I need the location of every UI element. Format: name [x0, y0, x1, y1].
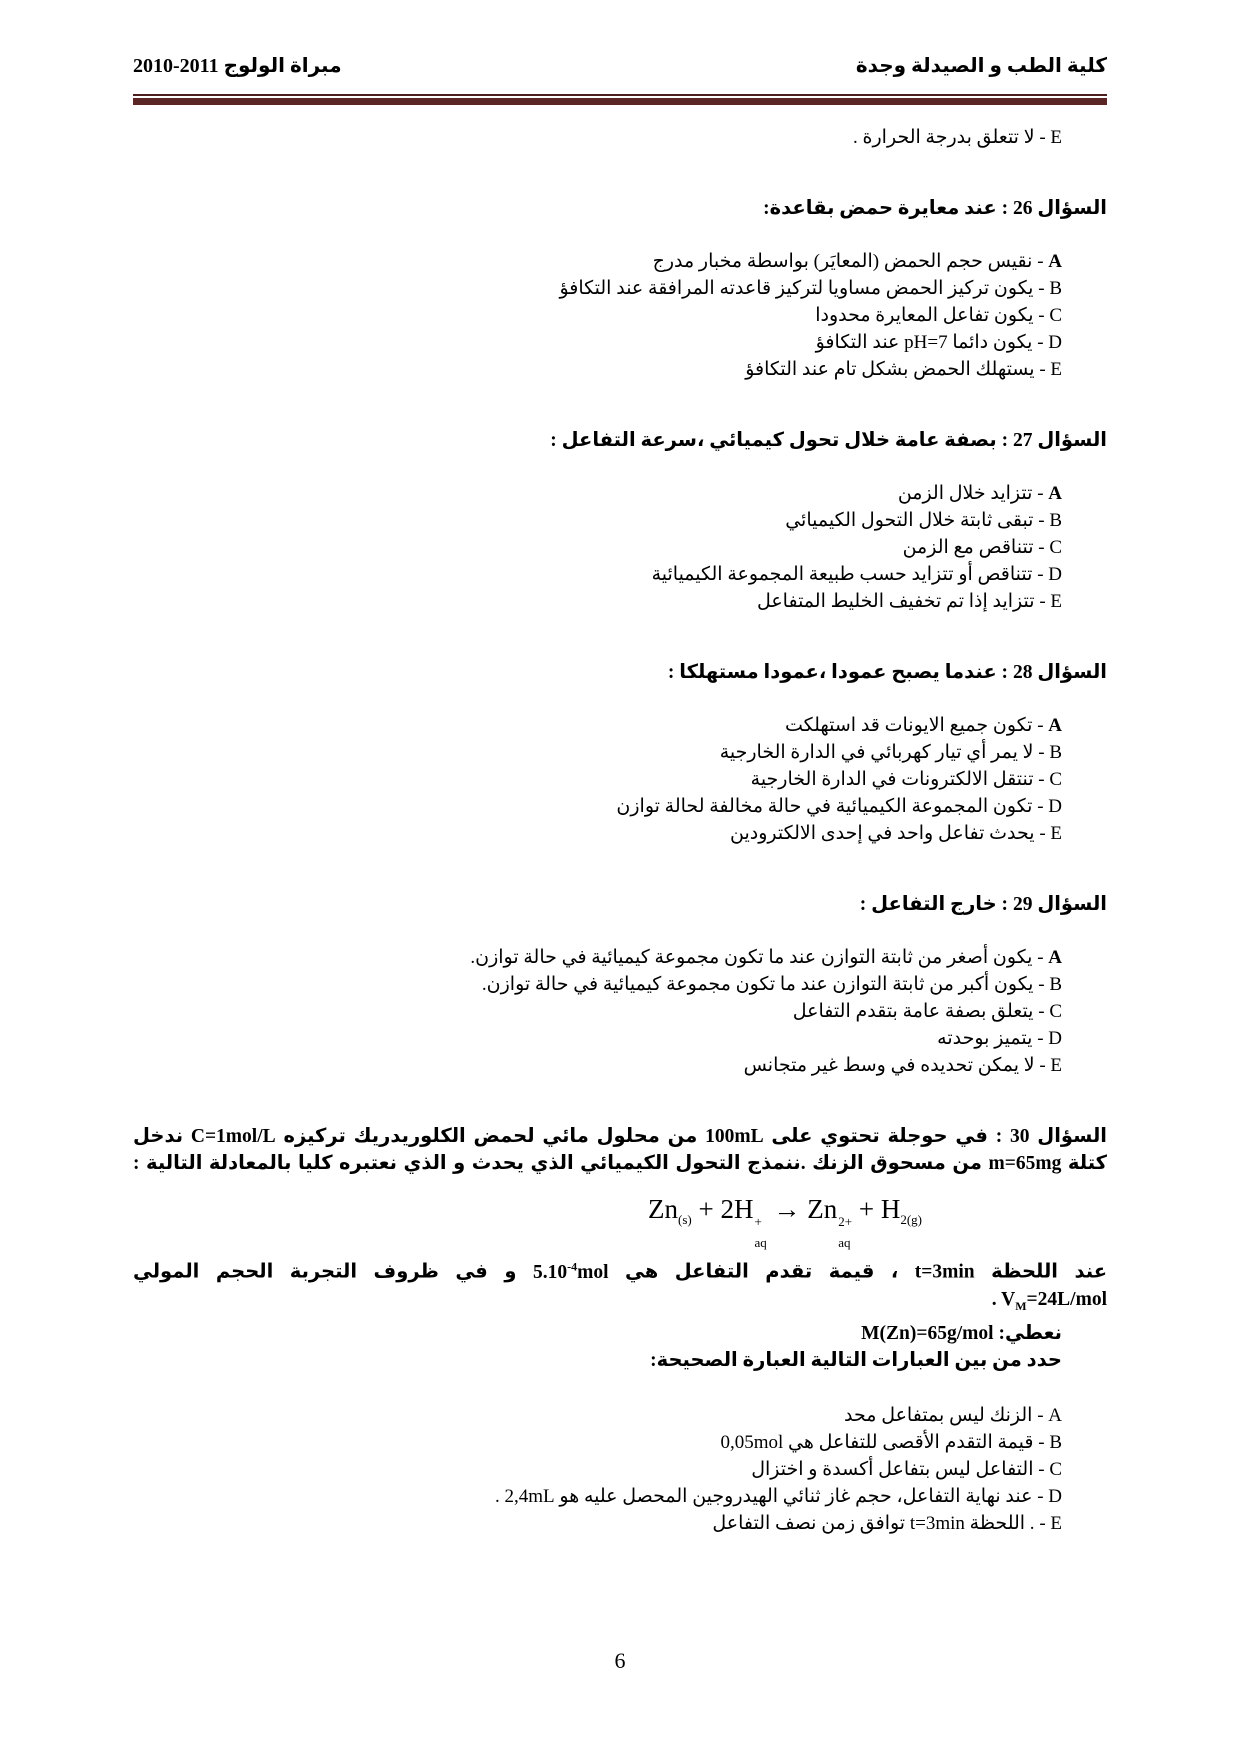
option-row	[133, 1402, 1062, 1429]
option-text: لا يمر أي تيار كهربائي في الدارة الخارجية	[719, 742, 1034, 763]
option-separator: -	[1032, 1028, 1049, 1049]
options-list	[133, 480, 1107, 615]
option-separator: -	[1032, 947, 1049, 968]
option-separator: -	[1032, 483, 1049, 504]
option-row-q25-e	[133, 125, 1107, 151]
option-letter: E	[1050, 1055, 1062, 1076]
option-text: تكون المجموعة الكيميائية في حالة مخالفة لحالة توازن	[616, 796, 1033, 817]
option-row	[133, 480, 1062, 507]
option-separator: -	[1032, 251, 1049, 272]
option-separator: -	[1034, 591, 1051, 612]
option-row	[133, 712, 1062, 739]
option-separator: -	[1034, 359, 1051, 380]
option-text: . اللحظة t=3min توافق زمن نصف التفاعل	[712, 1512, 1035, 1534]
option-letter: D	[1048, 1028, 1062, 1049]
option-row	[133, 766, 1062, 793]
question-block-29	[133, 891, 1107, 1079]
option-row	[133, 1429, 1062, 1456]
option-separator: -	[1034, 1512, 1051, 1534]
options-list	[133, 712, 1107, 847]
option-text: تكون جميع الايونات قد استهلكت	[784, 715, 1033, 736]
option-text: يكون تركيز الحمض مساويا لتركيز قاعدته المرافقة عند التكافؤ	[559, 278, 1034, 299]
options-list	[133, 944, 1107, 1079]
option-row	[133, 971, 1062, 998]
option-separator: -	[1033, 1431, 1050, 1453]
question-block-26	[133, 195, 1107, 383]
progress-value: $5.10^{-4}mol$	[532, 1259, 609, 1283]
option-row	[133, 302, 1062, 329]
header-divider-thick	[133, 98, 1107, 105]
equation-term-zn-solid: $Zn_{(s)}$	[648, 1194, 692, 1227]
option-row	[133, 1483, 1062, 1510]
option-separator: -	[1033, 305, 1050, 326]
option-row	[133, 507, 1062, 534]
option-row	[133, 561, 1062, 588]
header-exam-title: مبراة الولوج 2011-2010	[133, 55, 342, 77]
option-separator: -	[1033, 537, 1050, 558]
question-title: السؤال 26 : عند معايرة حمض بقاعدة:	[763, 198, 1107, 219]
option-text: تتناقص مع الزمن	[902, 537, 1034, 558]
question-title: السؤال 27 : بصفة عامة خلال تحول كيميائي ،سرعة التفاعل :	[550, 430, 1107, 451]
option-separator: -	[1033, 769, 1050, 790]
equation-term-hydrogen-ion: 2H + aq	[720, 1194, 767, 1250]
question-block-27	[133, 427, 1107, 615]
option-text: يتميز بوحدته	[937, 1028, 1033, 1049]
given-data-line: نعطي: M(Zn)=65g/mol	[861, 1322, 1062, 1344]
option-separator: -	[1032, 564, 1049, 585]
option-separator: -	[1032, 715, 1049, 736]
option-separator: -	[1033, 742, 1050, 763]
option-text: تتزايد خلال الزمن	[897, 483, 1033, 504]
option-text: لا يمكن تحديده في وسط غير متجانس	[743, 1055, 1035, 1076]
option-letter: B	[1049, 278, 1062, 299]
option-separator: -	[1032, 332, 1049, 353]
option-letter: E	[1050, 1512, 1062, 1534]
option-text: نقيس حجم الحمض (المعايَر) بواسطة مخبار مدرج	[652, 251, 1033, 272]
option-text: يكون تفاعل المعايرة محدودا	[815, 305, 1034, 326]
option-row	[133, 944, 1062, 971]
option-row	[133, 356, 1062, 383]
option-row	[133, 739, 1062, 766]
option-separator: -	[1034, 127, 1051, 148]
option-row	[133, 1025, 1062, 1052]
option-letter: A	[1048, 1404, 1062, 1426]
option-separator: -	[1032, 1404, 1049, 1426]
option-separator: -	[1034, 823, 1051, 844]
option-letter: A	[1048, 251, 1062, 272]
option-letter: A	[1048, 715, 1062, 736]
option-separator: -	[1034, 1055, 1051, 1076]
option-separator: -	[1033, 974, 1050, 995]
option-text: يحدث تفاعل واحد في إحدى الالكترودين	[730, 823, 1035, 844]
option-letter: B	[1049, 510, 1062, 531]
option-letter: C	[1049, 305, 1062, 326]
option-row	[133, 248, 1062, 275]
option-row	[133, 998, 1062, 1025]
option-row	[133, 329, 1062, 356]
option-row	[133, 588, 1062, 615]
option-text: تتزايد إذا تم تخفيف الخليط المتفاعل	[756, 591, 1035, 612]
chemical-equation	[133, 1187, 1107, 1249]
question-30-intro-line-1: السؤال 30 : في حوجلة تحتوي على 100mL من محلول مائي لحمض الكلوريدريك تركيزه C=1mol/L ندخل	[133, 1126, 1107, 1147]
plus-sign: +	[858, 1194, 875, 1224]
option-text: يكون أصغر من ثابتة التوازن عند ما تكون مجموعة كيميائية في حالة توازن.	[470, 947, 1033, 968]
option-letter: B	[1049, 1431, 1062, 1453]
option-letter: D	[1048, 332, 1062, 353]
option-text: التفاعل ليس بتفاعل أكسدة و اختزال	[751, 1458, 1034, 1480]
option-row	[133, 534, 1062, 561]
option-letter: D	[1048, 564, 1062, 585]
equation-term-zinc-ion: Zn 2+ aq	[807, 1194, 853, 1250]
option-letter: E	[1050, 591, 1062, 612]
option-letter: C	[1049, 769, 1062, 790]
option-row	[133, 1456, 1062, 1483]
option-separator: -	[1033, 278, 1050, 299]
option-letter: A	[1048, 947, 1062, 968]
option-text: لا تتعلق بدرجة الحرارة .	[853, 127, 1035, 148]
option-text: تنتقل الالكترونات في الدارة الخارجية	[750, 769, 1034, 790]
option-row	[133, 820, 1062, 847]
option-text: قيمة التقدم الأقصى للتفاعل هي 0,05mol	[720, 1431, 1034, 1453]
option-row	[133, 275, 1062, 302]
option-text: عند نهاية التفاعل، حجم غاز ثنائي الهيدروجين المحصل عليه هو 2,4mL .	[495, 1485, 1033, 1507]
instruction-line: حدد من بين العبارات التالية العبارة الصحيحة:	[650, 1349, 1062, 1371]
progress-statement-line: عند اللحظة t=3min ، قيمة تقدم التفاعل هي $5.10^{-4}mol$ و في ظروف التجربة الحجم المولي	[133, 1259, 1108, 1283]
question-block-30	[133, 1123, 1107, 1537]
option-separator: -	[1032, 796, 1049, 817]
option-separator: -	[1032, 1485, 1049, 1507]
option-letter: B	[1049, 742, 1062, 763]
option-letter: A	[1048, 483, 1062, 504]
options-list	[133, 1402, 1107, 1537]
header-divider-thin	[133, 94, 1107, 96]
page-header	[133, 52, 1107, 80]
question-title: السؤال 28 : عندما يصبح عمودا ،عمودا مستهلكا :	[667, 662, 1107, 683]
option-text: تبقى ثابتة خلال التحول الكيميائي	[785, 510, 1034, 531]
option-text: يكون أكبر من ثابتة التوازن عند ما تكون مجموعة كيميائية في حالة توازن.	[481, 974, 1034, 995]
options-list	[133, 248, 1107, 383]
question-title: السؤال 29 : خارج التفاعل :	[859, 894, 1107, 915]
question-block-28	[133, 659, 1107, 847]
equation-term-dihydrogen: $H_{2(g)}$	[880, 1194, 922, 1227]
option-letter: E	[1050, 823, 1062, 844]
option-separator: -	[1033, 510, 1050, 531]
plus-sign: +	[698, 1194, 714, 1224]
option-text: يتعلق بصفة عامة بتقدم التفاعل	[792, 1001, 1034, 1022]
option-letter: C	[1049, 1458, 1062, 1480]
option-letter: C	[1049, 1001, 1062, 1022]
molar-volume-line: . $V_M=24L$/mol	[991, 1288, 1107, 1313]
option-letter: B	[1049, 974, 1062, 995]
option-text: يستهلك الحمض بشكل تام عند التكافؤ	[745, 359, 1035, 380]
option-letter: E	[1050, 127, 1062, 148]
option-letter: C	[1049, 537, 1062, 558]
option-letter: D	[1048, 796, 1062, 817]
reaction-arrow: →	[773, 1194, 801, 1224]
option-letter: E	[1050, 359, 1062, 380]
option-separator: -	[1033, 1001, 1050, 1022]
question-30-intro-line-2: كتلة m=65mg من مسحوق الزنك .ننمذج التحول الكيميائي الذي يحدث و الذي نعتبره كليا بالمعادلة التالية :	[133, 1153, 1107, 1174]
option-row	[133, 793, 1062, 820]
time-value: t=3min	[914, 1261, 975, 1283]
option-separator: -	[1033, 1458, 1050, 1480]
option-text: الزنك ليس بمتفاعل محد	[844, 1404, 1033, 1426]
option-text: يكون دائما pH=7 عند التكافؤ	[815, 332, 1033, 353]
option-row	[133, 1510, 1062, 1537]
option-letter: D	[1048, 1485, 1062, 1507]
page-number: 6	[614, 1648, 626, 1673]
option-text: تتناقص أو تتزايد حسب طبيعة المجموعة الكيميائية	[651, 564, 1033, 585]
header-faculty-title: كلية الطب و الصيدلة وجدة	[855, 55, 1107, 77]
option-row	[133, 1052, 1062, 1079]
